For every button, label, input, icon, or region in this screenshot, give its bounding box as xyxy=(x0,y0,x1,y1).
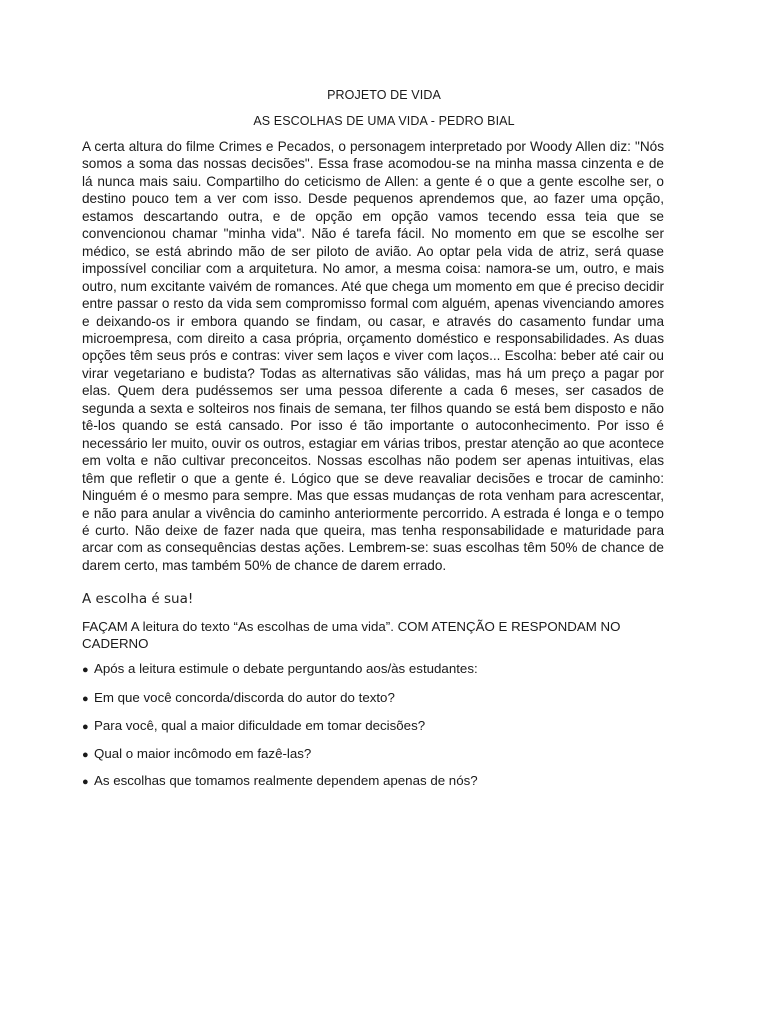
bullet-text: As escolhas que tomamos realmente dependem apenas de nós? xyxy=(94,773,478,788)
bullet-text: Para você, qual a maior dificuldade em tomar decisões? xyxy=(94,718,426,733)
bullet-item xyxy=(82,773,478,788)
document-subtitle: AS ESCOLHAS DE UMA VIDA - PEDRO BIAL xyxy=(253,114,515,128)
bullet-text: Em que você concorda/discorda do autor do texto? xyxy=(94,690,395,705)
body-paragraph: A certa altura do filme Crimes e Pecados, o personagem interpretado por Woody Allen diz: "Nós somos a soma das nossas decisões". Essa frase acomodou-se na minha massa cinzenta e de lá nunca mais saiu. Compartilho do ceticismo de Allen: a gente é o que a gente escolhe ser, o destino pouco tem a ver com isso. Desde pequenos aprendemos que, ao fazer uma opção, estamos descartando outra, e de opção em opção vamos tecendo essa teia que se convencionou chamar "minha vida". Não é tarefa fácil. No momento em que se escolhe ser médico, se está abrindo mão de ser piloto de avião. Ao optar pela vida de atriz, será quase impossível conciliar com a arquitetura. No amor, a mesma coisa: namora-se um, outro, e mais outro, num excitante vaivém de romances. Até que chega um momento em que é preciso decidir entre passar o resto da vida sem compromisso formal com alguém, apenas vivenciando amores e deixando-os ir embora quando se findam, ou casar, e através do casamento fundar uma microempresa, com direito a casa própria, orçamento doméstico e responsabilidades. As duas opções têm seus prós e contras: viver sem laços e viver com laços... Escolha: beber até cair ou virar vegetariano e budista? Todas as alternativas são válidas, mas há um preço a pagar por elas. Quem dera pudéssemos ser uma pessoa diferente a cada 6 meses, ser casados de segunda a sexta e solteiros nos finais de semana, ter filhos quando se está bem disposto e não tê-los quando se está cansado. Por isso é tão importante o autoconhecimento. Por isso é necessário ler muito, ouvir os outros, estagiar em várias tribos, prestar atenção ao que acontece em volta e não cultivar preconceitos. Nossas escolhas não podem ser apenas intuitivas, elas têm que refletir o que a gente é. Lógico que se deve reavaliar decisões e trocar de caminho: Ninguém é o mesmo para sempre. Mas que essas mudanças de rota venham para acrescentar, e não para anular a vivência do caminho anteriormente percorrido. A estrada é longa e o tempo é curto. Não deixe de fazer nada que queira, mas tenha responsabilidade e maturidade para arcar com as consequências destas ações. Lembrem-se: suas escolhas têm 50% de chance de darem certo, mas também 50% de chance de darem errado. xyxy=(82,139,664,573)
bullet-icon: ● xyxy=(82,776,89,788)
closing-line: A escolha é sua! xyxy=(82,591,194,607)
bullet-item xyxy=(82,690,395,705)
bullet-item xyxy=(82,661,478,676)
bullet-icon: ● xyxy=(82,749,89,761)
bullet-text: Qual o maior incômodo em fazê-las? xyxy=(94,746,312,761)
bullet-item xyxy=(82,746,311,761)
document-title: PROJETO DE VIDA xyxy=(327,88,441,102)
bullet-icon: ● xyxy=(82,664,89,676)
bullet-icon: ● xyxy=(82,721,89,733)
bullet-icon: ● xyxy=(82,693,89,705)
bullet-item xyxy=(82,718,425,733)
bullet-text: Após a leitura estimule o debate perguntando aos/às estudantes: xyxy=(94,661,478,676)
instruction-text: FAÇAM A leitura do texto “As escolhas de uma vida”. COM ATENÇÃO E RESPONDAM NO CADERNO xyxy=(82,619,621,651)
